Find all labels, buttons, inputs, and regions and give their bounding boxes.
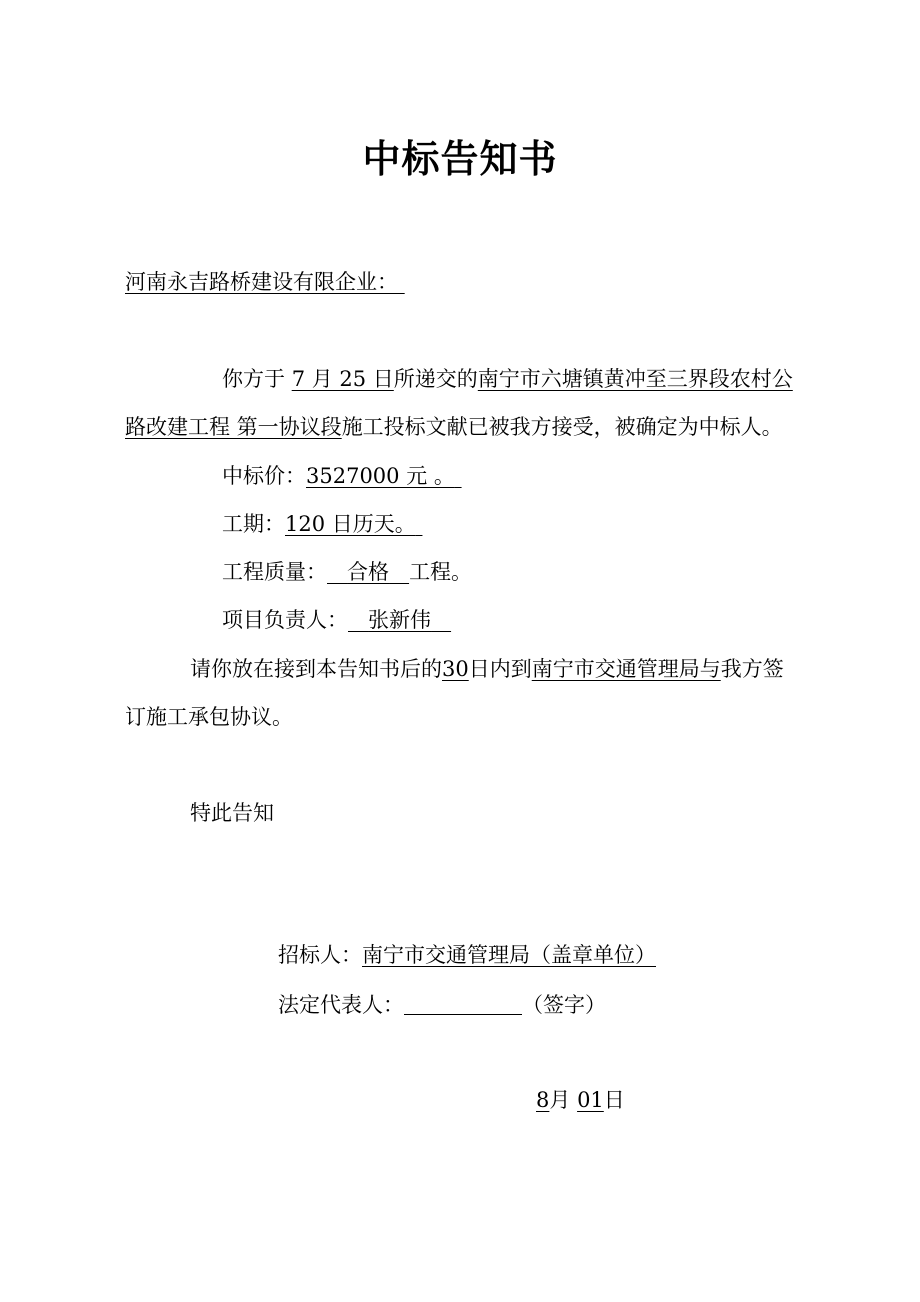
para1-line1 [222,369,793,390]
project-name-part2: 路改建工程 第一协议段 [125,415,342,439]
legal-rep-label: 法定代表人： [278,993,404,1017]
quality-suffix: 工程。 [409,560,473,584]
manager-value: 张新伟 [368,608,432,632]
recipient-name: 河南永吉路桥建设有限企业： [125,270,398,294]
period-label: 工期： [222,512,285,536]
legal-rep-suffix: （签字） [522,993,606,1017]
sign-place: 南宁市交通管理局与 [531,657,721,681]
date-month: 8 [536,1088,550,1112]
quality-value: 合格 [347,560,390,584]
para2-mid: 日内到 [468,657,532,681]
manager-label: 项目负责人： [222,608,348,632]
date-line [536,1090,625,1111]
quality-label: 工程质量： [222,560,327,584]
para2-tail: 我方签 [720,657,784,681]
para2-line2 [125,707,293,728]
para1-line2 [125,417,783,438]
date-day: 01 [577,1088,604,1112]
period-value: 120 日历天。 [285,512,416,536]
date-day-unit: 日 [603,1088,625,1112]
tenderer-line [278,945,656,966]
tenderer-value: 南宁市交通管理局（盖章单位） [362,943,656,967]
para2-line2-text: 订施工承包协议。 [125,705,293,729]
quality-line [222,562,472,583]
price-label: 中标价： [222,464,306,488]
notice-text: 特此告知 [190,801,274,825]
sign-days: 30 [442,657,469,681]
manager-line [222,610,451,631]
para2-lead: 请你放在接到本告知书后的 [190,657,442,681]
submission-date: 7 月 25 日 [291,367,394,391]
notice-line [190,803,274,824]
tenderer-label: 招标人： [278,943,362,967]
document-title: 中标告知书 [362,137,558,181]
para1-tail: 施工投标文献已被我方接受，被确定为中标人。 [341,415,783,439]
legal-rep-line [278,995,606,1016]
para2-line1 [190,659,784,680]
price-value: 3527000 元 。 [306,464,455,488]
price-line [222,466,462,487]
para1-submitted: 所递交的 [393,367,478,391]
para1-lead: 你方于 [222,367,285,391]
signature-blank[interactable] [404,996,522,1015]
date-month-unit: 月 [549,1088,571,1112]
project-name-part1: 南宁市六塘镇黄冲至三界段农村公 [477,367,793,391]
recipient-line [125,272,405,293]
period-line [222,514,422,535]
